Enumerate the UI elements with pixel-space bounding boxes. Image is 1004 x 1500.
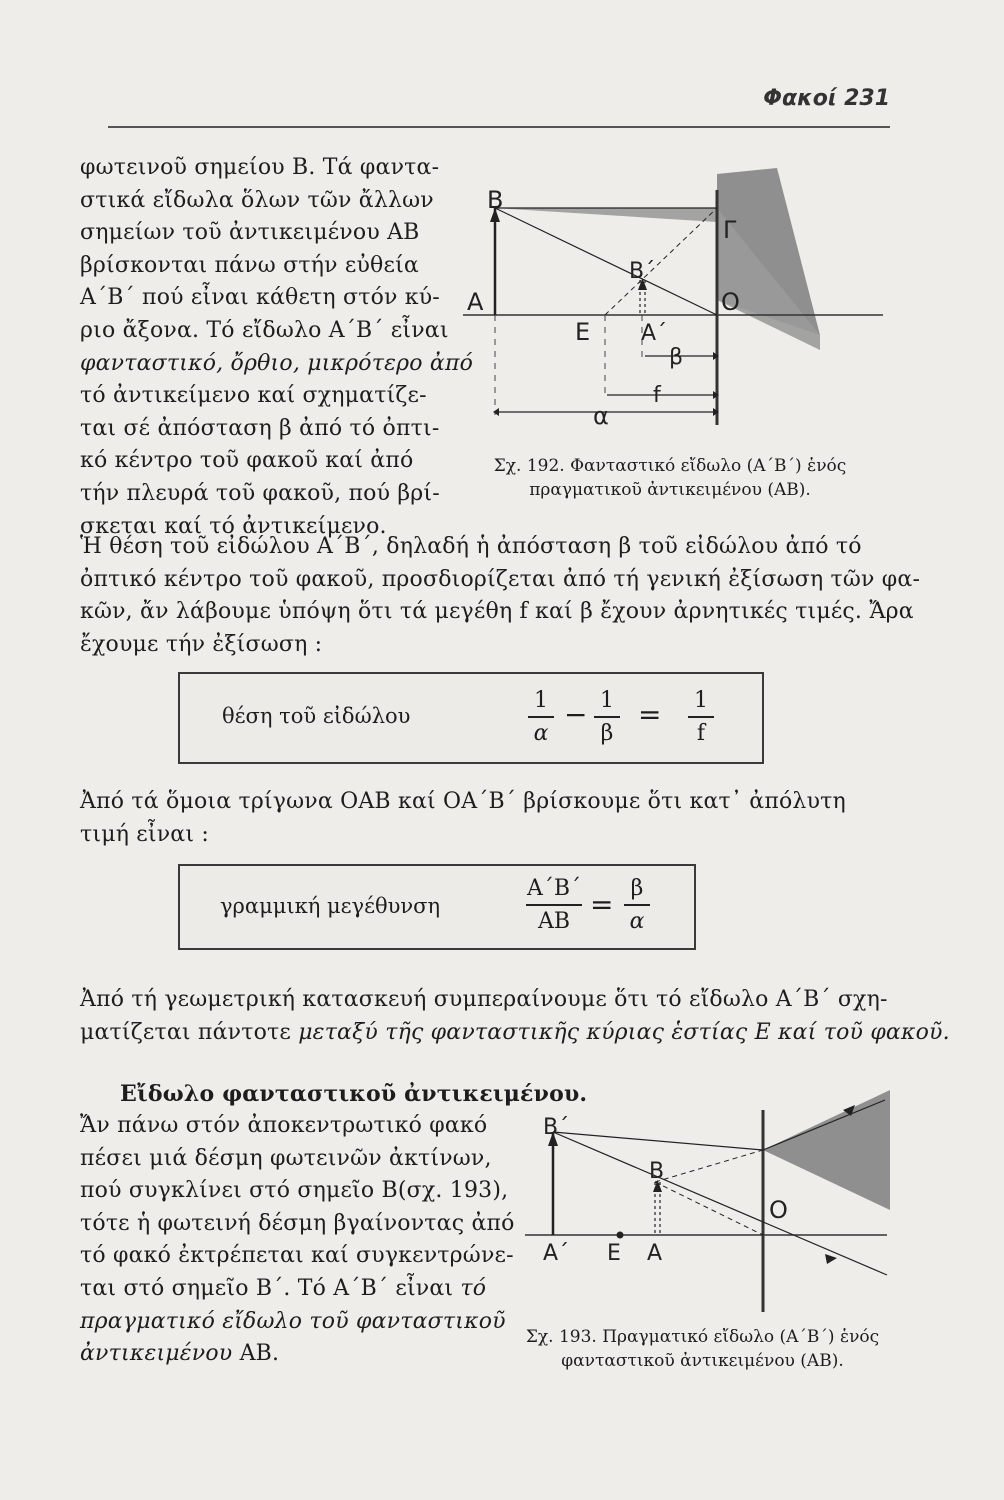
text-line: ὀπτικό κέντρο τοῦ φακοῦ, προσδιορίζεται ἀπό τή γενική ἐξίσωση τῶν φα-	[80, 566, 921, 592]
figure-192-caption	[460, 454, 880, 502]
text-line: τιμή εἶναι :	[80, 821, 209, 847]
fraction-1-over-f	[688, 688, 714, 746]
text-span: ματίζεται πάντοτε	[80, 1019, 299, 1045]
text-line: πραγματικό εἴδωλο τοῦ φανταστικοῦ	[80, 1308, 506, 1334]
caption-line: Σχ. 193. Πραγματικό εἴδωλο (Α΄Β΄) ἑνός	[525, 1327, 880, 1347]
numerator: 1	[694, 688, 708, 713]
minus-sign: −	[564, 698, 588, 731]
text-line: σκεται καί τό ἀντικείμενο.	[80, 513, 387, 539]
label-alpha: α	[593, 402, 609, 430]
fraction-beta-over-alpha	[624, 876, 650, 934]
denominator: α	[629, 909, 645, 934]
light-beam-shading	[763, 1090, 890, 1210]
numerator: β	[630, 876, 644, 901]
label-B: B	[649, 1159, 665, 1184]
fraction-bar	[624, 904, 650, 906]
text-line: Ἀπό τά ὅμοια τρίγωνα ΟΑΒ καί ΟΑ΄Β΄ βρίσκουμε ὅτι κατ᾽ ἀπόλυτη	[80, 789, 846, 814]
fraction-1-over-beta	[594, 688, 620, 746]
label-A: A	[647, 1241, 663, 1266]
text-line: πού συγκλίνει στό σημεῖο Β(σχ. 193),	[80, 1178, 509, 1204]
figure-193-diagram	[525, 1090, 890, 1315]
section-heading	[120, 1078, 588, 1111]
text-line: Ἀπό τή γεωμετρική κατασκευή συμπεραίνουμε ὅτι τό εἴδωλο Α΄Β΄ σχη-	[80, 987, 888, 1012]
ray-arrowhead	[825, 1254, 837, 1264]
label-O: O	[721, 288, 740, 316]
figure-193-caption	[515, 1325, 890, 1373]
heading-text: Εἴδωλο φανταστικοῦ ἀντικειμένου.	[120, 1081, 588, 1107]
text-line: φωτεινοῦ σημείου Β. Τά φαντα-	[80, 155, 440, 180]
numerator: Α΄Β΄	[526, 876, 582, 901]
text-line: κῶν, ἄν λάβουμε ὑπόψη ὅτι τά μεγέθη f καί β ἔχουν ἀρνητικές τιμές. Ἄρα	[80, 599, 914, 625]
text-span-italic: τό	[460, 1275, 487, 1301]
text-span: ται στό σημεῖο Β΄. Τό Α΄Β΄ εἶναι	[80, 1275, 461, 1301]
text-line: Ἡ θέση τοῦ εἰδώλου Α΄Β΄, δηλαδή ἡ ἀπόσταση β τοῦ εἰδώλου ἀπό τό	[80, 534, 862, 559]
text-line: τότε ἡ φωτεινή δέσμη βγαίνοντας ἀπό	[80, 1210, 515, 1236]
arrowhead	[493, 408, 499, 416]
formula-label: γραμμική μεγέθυνση	[220, 894, 441, 918]
fraction-image-over-object	[526, 876, 582, 934]
denominator: α	[533, 721, 549, 746]
label-B: B	[487, 186, 504, 214]
text-line: τό ἀντικείμενο καί σχηματίζε-	[80, 383, 427, 409]
fraction-bar	[688, 716, 714, 718]
text-line	[80, 1338, 500, 1371]
text-line: ται σέ ἀπόσταση β ἀπό τό ὀπτι-	[80, 415, 440, 441]
label-O: O	[769, 1196, 788, 1224]
text-line: βρίσκονται πάνω στήν εὐθεία	[80, 252, 419, 278]
ray-refracted	[553, 1132, 763, 1150]
formula-label: θέση τοῦ εἰδώλου	[222, 704, 411, 728]
header-rule	[108, 126, 890, 128]
text-line: στικά εἴδωλα ὅλων τῶν ἄλλων	[80, 187, 434, 213]
label-beta: β	[669, 345, 684, 370]
text-line: Ἄν πάνω στόν ἀποκεντρωτικό φακό	[80, 1113, 488, 1138]
text-line: πέσει μιά δέσμη φωτεινῶν ἀκτίνων,	[80, 1145, 492, 1171]
caption-line: Σχ. 192. Φανταστικό εἴδωλο (Α΄Β΄) ἑνός	[493, 456, 847, 476]
text-line: τό φακό ἐκτρέπεται καί συγκεντρώνε-	[80, 1243, 514, 1269]
denominator: β	[600, 721, 614, 746]
numerator: 1	[600, 688, 614, 713]
fraction-1-over-alpha	[528, 688, 554, 746]
text-line: τήν πλευρά τοῦ φακοῦ, πού βρί-	[80, 480, 440, 506]
text-span-italic: ἀντικειμένου	[80, 1341, 233, 1367]
ray-extension-dashed-2	[655, 1182, 763, 1235]
fraction-bar	[594, 716, 620, 718]
text-line	[80, 1017, 950, 1050]
formula-box-image-position	[178, 672, 764, 764]
text-line	[80, 1273, 500, 1306]
denominator: f	[696, 721, 706, 746]
paragraph-image-position	[80, 531, 921, 661]
label-E: E	[607, 1241, 621, 1266]
equals-sign: =	[590, 888, 614, 921]
text-line: φανταστικό, ὄρθιο, μικρότερο ἀπό	[80, 350, 474, 376]
page-header-title: Φακοί 231	[763, 86, 890, 111]
ray-extension-dashed	[605, 208, 717, 315]
label-E: E	[575, 318, 591, 346]
label-B-prime: B΄	[543, 1115, 570, 1140]
text-line: Α΄Β΄ πού εἶναι κάθετη στόν κύ-	[80, 285, 440, 311]
label-A-prime: A΄	[641, 321, 668, 346]
text-line: ἔχουμε τήν ἐξίσωση :	[80, 631, 323, 657]
paragraph-geometric-construction	[80, 984, 950, 1049]
label-A: A	[467, 288, 484, 316]
text-line: ριο ἄξονα. Τό εἴδωλο Α΄Β΄ εἶναι	[80, 317, 449, 343]
label-Gamma: Γ	[723, 216, 737, 244]
text-span-italic: μεταξύ τῆς φανταστικῆς κύριας ἑστίας Ε καί τοῦ φακοῦ.	[298, 1019, 950, 1045]
equals-sign: =	[638, 698, 662, 731]
label-B-prime: B΄	[629, 259, 656, 284]
focal-point	[617, 1232, 624, 1239]
label-A-prime: A΄	[543, 1241, 570, 1266]
paragraph-similar-triangles	[80, 786, 890, 851]
formula-box-magnification	[178, 864, 696, 950]
text-span: ΑΒ.	[232, 1341, 280, 1367]
numerator: 1	[534, 688, 548, 713]
figure-192-diagram	[455, 160, 890, 440]
ray-extension-dashed	[655, 1150, 763, 1182]
label-f: f	[653, 383, 661, 408]
caption-line: φανταστικοῦ ἀντικειμένου (ΑΒ).	[561, 1351, 844, 1371]
text-line: σημείων τοῦ ἀντικειμένου ΑΒ	[80, 220, 420, 246]
paragraph-virtual-object	[80, 1110, 515, 1371]
fraction-bar	[526, 904, 582, 906]
fraction-bar	[528, 716, 554, 718]
caption-line: πραγματικοῦ ἀντικειμένου (ΑΒ).	[529, 480, 811, 500]
paragraph-virtual-image-description	[80, 152, 475, 543]
text-line: κό κέντρο τοῦ φακοῦ καί ἀπό	[80, 448, 414, 474]
ray-through-center	[495, 208, 717, 315]
denominator: ΑΒ	[537, 909, 571, 934]
